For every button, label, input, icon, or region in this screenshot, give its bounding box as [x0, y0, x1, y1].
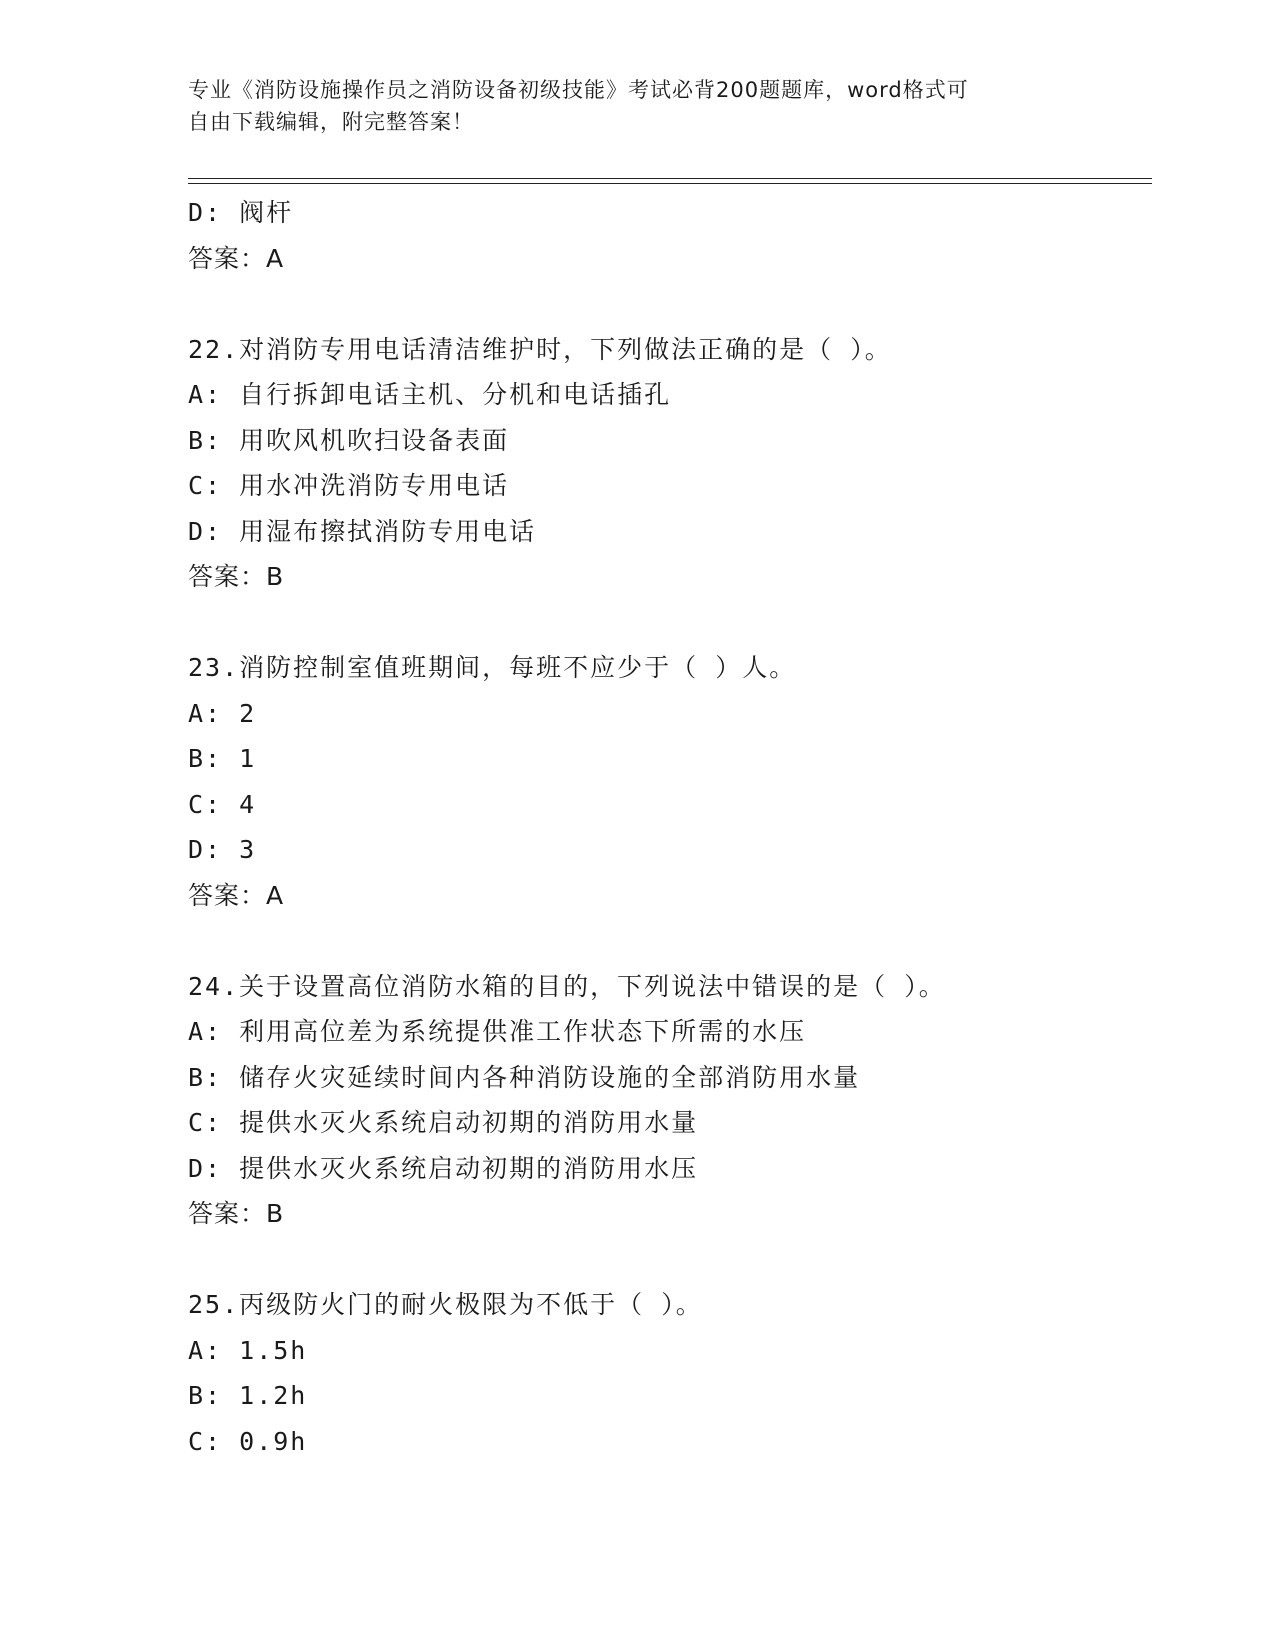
header-rule-bottom	[188, 183, 1152, 184]
question-text: 23.消防控制室值班期间，每班不应少于（ ）人。	[188, 653, 797, 682]
option-line: C: 4	[188, 789, 257, 819]
option-line: B: 1.2h	[188, 1381, 308, 1410]
question-list	[188, 190, 1148, 1464]
answer-line: 答案：A	[188, 243, 285, 273]
answer-line: 答案：B	[188, 1199, 285, 1228]
question-text: 24.关于设置高位消防水箱的目的，下列说法中错误的是（ ）。	[188, 971, 946, 1001]
option-line: C: 0.9h	[188, 1426, 308, 1456]
option-line: A: 利用高位差为系统提供准工作状态下所需的水压	[188, 1017, 807, 1046]
option-line: D: 阀杆	[188, 198, 294, 227]
option-line: C: 提供水灭火系统启动初期的消防用水量	[188, 1108, 699, 1137]
line-gap	[188, 281, 1148, 327]
option-line: B: 用吹风机吹扫设备表面	[188, 425, 510, 455]
option-line: B: 储存火灾延续时间内各种消防设施的全部消防用水量	[188, 1062, 861, 1092]
option-line: D: 提供水灭火系统启动初期的消防用水压	[188, 1153, 699, 1183]
option-line: A: 2	[188, 698, 257, 728]
line-gap	[188, 918, 1148, 964]
line-gap	[188, 1237, 1148, 1283]
document-header	[188, 74, 1068, 138]
question-text: 22.对消防专用电话清洁维护时，下列做法正确的是（ ）。	[188, 334, 892, 364]
answer-line: 答案：A	[188, 880, 285, 910]
option-line: D: 用湿布擦拭消防专用电话	[188, 516, 537, 546]
answer-line: 答案：B	[188, 562, 285, 591]
option-line: A: 自行拆卸电话主机、分机和电话插孔	[188, 380, 672, 409]
option-line: B: 1	[188, 744, 257, 773]
header-line-1: 专业《消防设施操作员之消防设备初级技能》考试必背200题题库，word格式可	[188, 78, 969, 102]
header-rule-top	[188, 178, 1152, 179]
line-gap	[188, 600, 1148, 646]
option-line: A: 1.5h	[188, 1335, 308, 1365]
question-text: 25.丙级防火门的耐火极限为不低于（ ）。	[188, 1290, 703, 1319]
option-line: D: 3	[188, 835, 257, 864]
header-line-2: 自由下载编辑，附完整答案！	[188, 110, 474, 134]
option-line: C: 用水冲洗消防专用电话	[188, 471, 510, 500]
